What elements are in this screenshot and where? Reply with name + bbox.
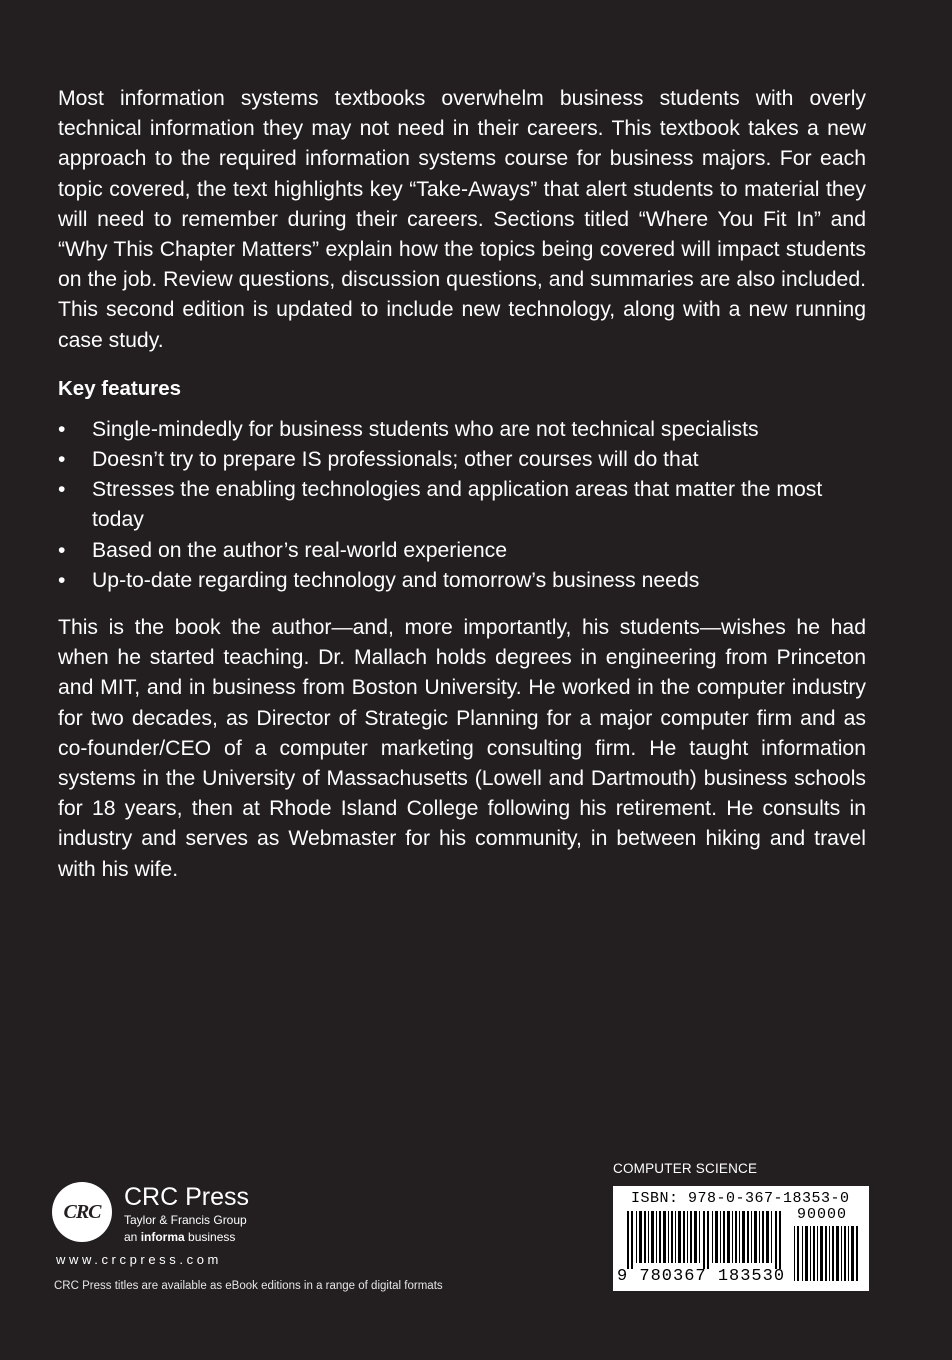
crc-logo-icon: CRC — [52, 1182, 112, 1242]
publisher-block — [52, 1182, 472, 1302]
list-item: • Doesn’t try to prepare IS professionals; other courses will do that — [58, 445, 866, 475]
publisher-name: CRC Press — [124, 1183, 250, 1211]
bullet-icon: • — [58, 448, 66, 472]
author-bio: This is the book the author—and, more importantly, his students—wishes he had when he started teaching. Dr. Mallach holds degrees in engineering from Princeton and MIT, and in business from Boston University. He worked in the computer industry for two decades, as Director of Strategic Planning for a major computer firm and as co-founder/CEO of a computer marketing consulting firm. He taught information systems in the University of Massachusetts (Lowell and Dartmouth) business schools for 18 years, then at Rhode Island College following his retirement. He consults in industry and serves as Webmaster for his community, in between hiking and travel with his wife. — [58, 616, 866, 881]
publisher-url[interactable]: www.crcpress.com — [56, 1252, 222, 1267]
price-code: 90000 — [797, 1206, 848, 1223]
category-label: COMPUTER SCIENCE — [613, 1161, 758, 1176]
bullet-icon: • — [58, 568, 66, 592]
features-list — [58, 415, 866, 596]
list-item: • Up-to-date regarding technology and tomorrow’s business needs — [58, 566, 866, 596]
publisher-informa: an informa business — [124, 1230, 236, 1244]
isbn-label: ISBN: 978-0-367-18353-0 — [631, 1190, 850, 1207]
ean-number: 9 780367 183530 — [617, 1267, 786, 1286]
bullet-icon: • — [58, 538, 66, 562]
addon-bars-icon — [794, 1226, 860, 1281]
ebook-note: CRC Press titles are available as eBook editions in a range of digital formats — [54, 1280, 443, 1292]
bullet-icon: • — [58, 417, 66, 441]
features-heading: Key features — [58, 376, 182, 400]
list-item: • Stresses the enabling technologies and application areas that matter the most today — [58, 475, 866, 535]
publisher-group: Taylor & Francis Group — [124, 1213, 247, 1227]
barcode-bars-icon — [627, 1211, 787, 1269]
bullet-icon: • — [58, 478, 66, 502]
list-item: • Based on the author’s real-world experience — [58, 536, 866, 566]
list-item: • Single-mindedly for business students who are not technical specialists — [58, 415, 866, 445]
intro-paragraph: Most information systems textbooks overwhelm business students with overly technical information they may not need in their careers. This textbook takes a new approach to the required information systems course for business majors. For each topic covered, the text highlights key “Take-Aways” that alert students to material they will need to remember during their careers. Sections titled “Where You Fit In” and “Why This Chapter Matters” explain how the topics being covered will impact students on the job. Review questions, discussion questions, and summaries are also included. This second edition is updated to include new technology, along with a new running case study. — [58, 87, 866, 352]
back-cover-text — [58, 84, 866, 885]
isbn-barcode — [613, 1186, 869, 1291]
